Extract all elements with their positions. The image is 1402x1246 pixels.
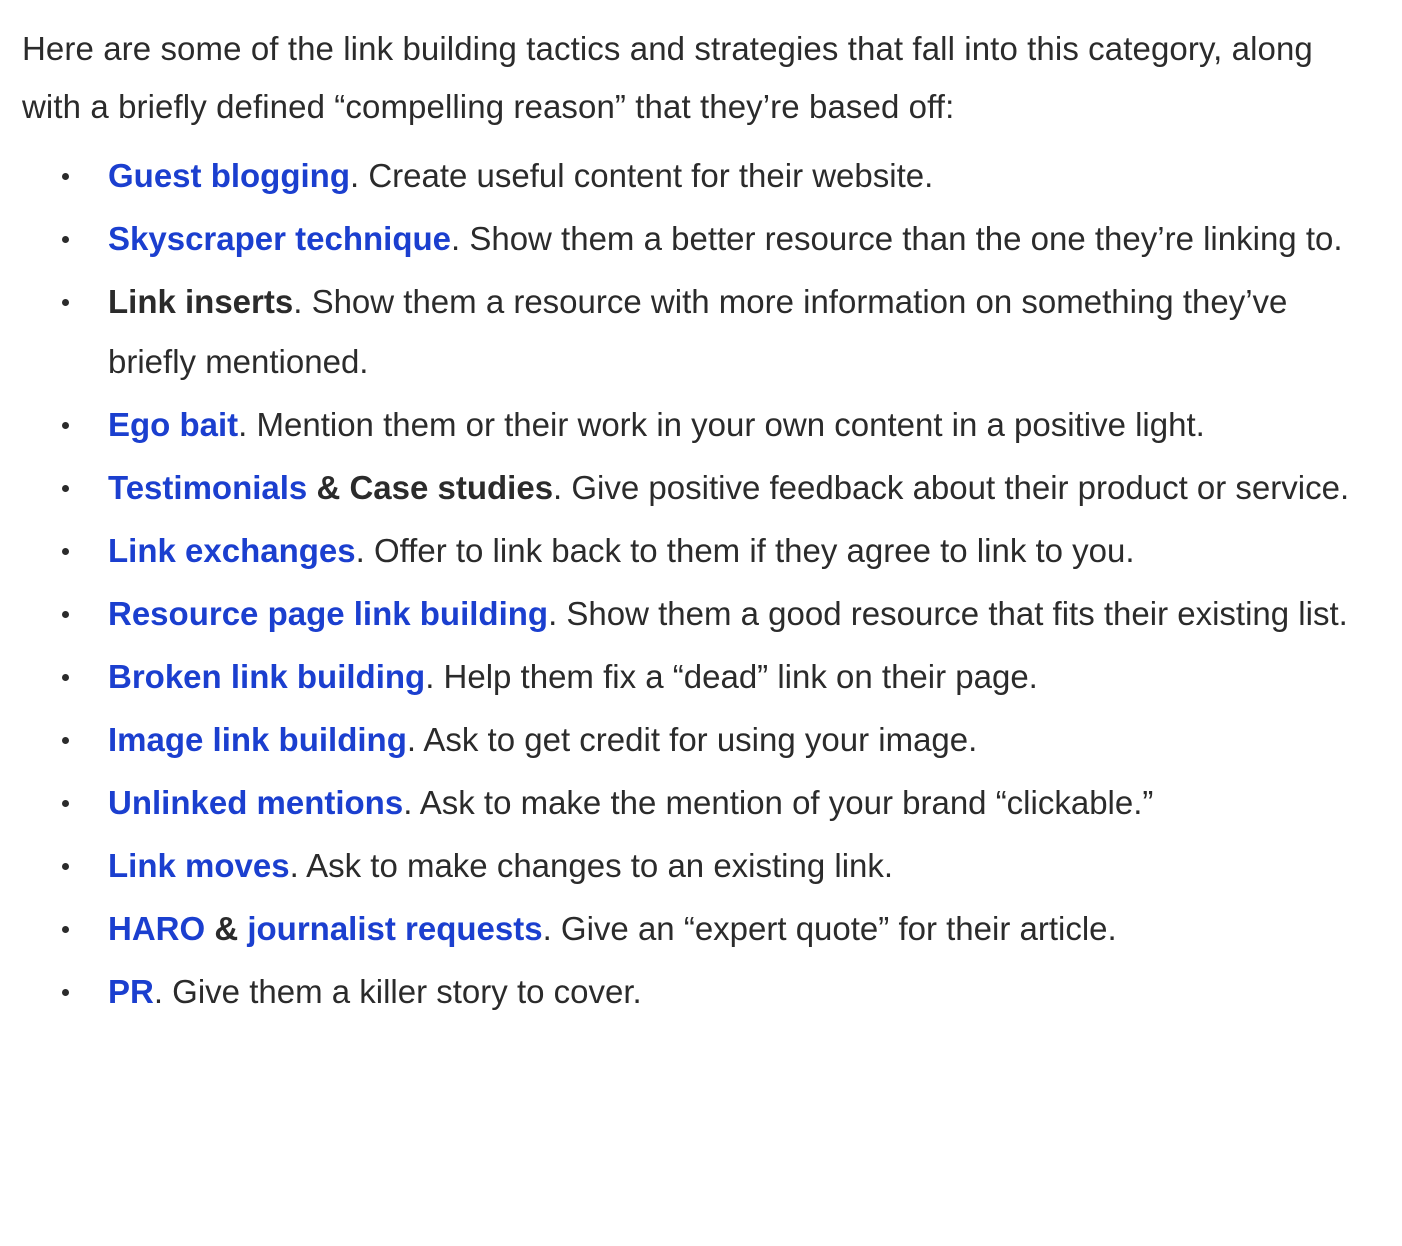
- list-item-haro-journalist-requests: [22, 899, 1360, 959]
- list-item-unlinked-mentions: [22, 773, 1360, 833]
- ampersand: &: [205, 910, 248, 947]
- tactic-description: . Ask to make changes to an existing link.: [289, 847, 894, 884]
- link-guest-blogging[interactable]: Guest blogging: [108, 157, 350, 194]
- tactic-description: . Mention them or their work in your own content in a positive light.: [238, 406, 1205, 443]
- list-item-link-exchanges: [22, 521, 1360, 581]
- list-item-broken-link-building: [22, 647, 1360, 707]
- link-testimonials[interactable]: Testimonials: [108, 469, 308, 506]
- tactic-description: . Ask to get credit for using your image.: [406, 721, 978, 758]
- tactic-description: . Show them a resource with more information on something they’ve briefly mentioned.: [108, 283, 1288, 380]
- tactic-description: . Give positive feedback about their product or service.: [553, 469, 1350, 506]
- intro-paragraph: Here are some of the link building tactics and strategies that fall into this category, along with a briefly defined “compelling reason” that they’re based off:: [22, 30, 1313, 125]
- bullet-icon: [62, 548, 69, 555]
- term-case-studies: Case studies: [349, 469, 554, 506]
- link-link-exchanges[interactable]: Link exchanges: [108, 532, 356, 569]
- tactic-description: . Show them a better resource than the one they’re linking to.: [451, 220, 1343, 257]
- bullet-icon: [62, 611, 69, 618]
- bullet-icon: [62, 422, 69, 429]
- link-haro[interactable]: HARO: [108, 910, 206, 947]
- term-link-inserts: Link inserts: [108, 283, 294, 320]
- link-journalist-requests[interactable]: journalist requests: [247, 910, 543, 947]
- list-item-link-inserts: [22, 272, 1360, 392]
- bullet-icon: [62, 236, 69, 243]
- bullet-icon: [62, 800, 69, 807]
- link-resource-page-link-building[interactable]: Resource page link building: [108, 595, 549, 632]
- list-item-link-moves: [22, 836, 1360, 896]
- bullet-icon: [62, 299, 69, 306]
- link-link-moves[interactable]: Link moves: [108, 847, 290, 884]
- tactic-description: . Give them a killer story to cover.: [153, 973, 642, 1010]
- link-image-link-building[interactable]: Image link building: [108, 721, 407, 758]
- list-item-skyscraper-technique: [22, 209, 1360, 269]
- bullet-icon: [62, 863, 69, 870]
- list-item-image-link-building: [22, 710, 1360, 770]
- tactic-description: . Help them fix a “dead” link on their page.: [425, 658, 1038, 695]
- bullet-icon: [62, 926, 69, 933]
- tactic-description: . Ask to make the mention of your brand “clickable.”: [403, 784, 1154, 821]
- bullet-icon: [62, 485, 69, 492]
- tactic-description: . Show them a good resource that fits their existing list.: [548, 595, 1348, 632]
- list-item-guest-blogging: [22, 146, 1360, 206]
- tactic-description: . Give an “expert quote” for their article.: [542, 910, 1117, 947]
- ampersand: &: [307, 469, 350, 506]
- list-item-testimonials-case-studies: [22, 458, 1360, 518]
- bullet-icon: [62, 737, 69, 744]
- tactic-description: . Offer to link back to them if they agree to link to you.: [355, 532, 1135, 569]
- list-item-ego-bait: [22, 395, 1360, 455]
- bullet-icon: [62, 674, 69, 681]
- tactics-list: [22, 146, 1360, 1022]
- link-unlinked-mentions[interactable]: Unlinked mentions: [108, 784, 404, 821]
- link-ego-bait[interactable]: Ego bait: [108, 406, 239, 443]
- bullet-icon: [62, 989, 69, 996]
- list-item-pr: [22, 962, 1360, 1022]
- bullet-icon: [62, 173, 69, 180]
- list-item-resource-page-link-building: [22, 584, 1360, 644]
- link-broken-link-building[interactable]: Broken link building: [108, 658, 426, 695]
- tactic-description: . Create useful content for their website.: [349, 157, 934, 194]
- link-pr[interactable]: PR: [108, 973, 154, 1010]
- link-skyscraper-technique[interactable]: Skyscraper technique: [108, 220, 451, 257]
